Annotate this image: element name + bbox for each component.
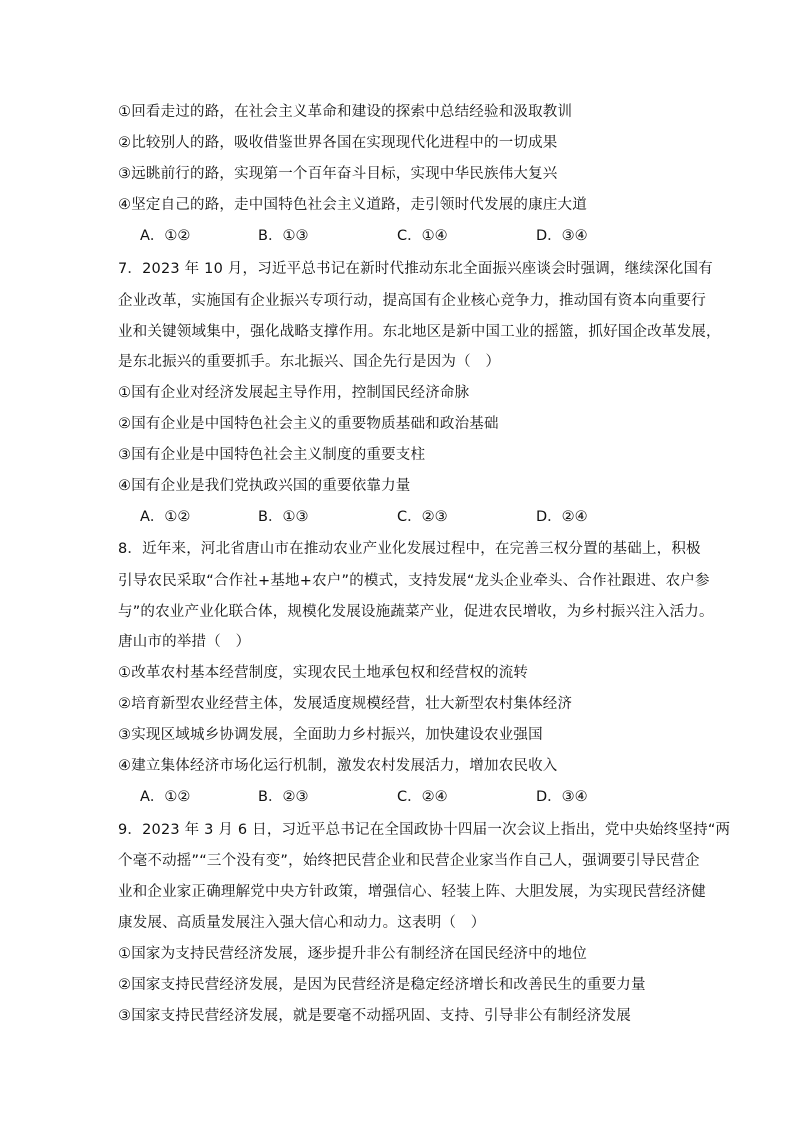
- q7-stem-line-2: 企业改革，实施国有企业振兴专项行动，提高国有企业核心竞争力，推动国有资本向重要行: [118, 293, 706, 309]
- q8-option-c: C．②④: [397, 789, 448, 805]
- q7-stem-line-1: 7．2023 年 10 月，习近平总书记在新时代推动东北全面振兴座谈会时强调，继续深化国有: [118, 261, 713, 277]
- q8-option-b: B．②③: [258, 789, 309, 805]
- q8-item-2: ②培育新型农业经营主体，发展适度规模经营，壮大新型农村集体经济: [118, 696, 573, 712]
- q8-item-1: ①改革农村基本经营制度，实现农民土地承包权和经营权的流转: [118, 665, 529, 681]
- q7-item-1: ①国有企业对经济发展起主导作用，控制国民经济命脉: [118, 385, 470, 401]
- q8-stem-line-4: 唐山市的举措（ ）: [118, 634, 251, 650]
- q7-option-d: D．②④: [536, 509, 588, 525]
- q7-options: [140, 502, 660, 532]
- q7-option-c: C．②③: [397, 509, 448, 525]
- q8-item-4: ④建立集体经济市场化运行机制，激发农村发展活力，增加农民收入: [118, 758, 558, 774]
- q9-item-2: ②国家支持民营经济发展，是因为民营经济是稳定经济增长和改善民生的重要力量: [118, 977, 646, 993]
- q7-stem-line-4: 是东北振兴的重要抓手。东北振兴、国企先行是因为（ ）: [118, 354, 501, 370]
- q7-item-4: ④国有企业是我们党执政兴国的重要依靠力量: [118, 478, 411, 494]
- q6-options: [140, 221, 660, 251]
- q8-item-3: ③实现区域城乡协调发展，全面助力乡村振兴，加快建设农业强国: [118, 727, 543, 743]
- q6-option-a: A．①②: [140, 228, 191, 244]
- q7-option-b: B．①③: [258, 509, 309, 525]
- q8-option-a: A．①②: [140, 789, 191, 805]
- q9-stem-line-1: 9．2023 年 3 月 6 日，习近平总书记在全国政协十四届一次会议上指出，党中央始终坚持“两: [118, 822, 731, 838]
- q6-item-1: ①回看走过的路，在社会主义革命和建设的探索中总结经验和汲取教训: [118, 104, 573, 120]
- q9-item-3: ③国家支持民营经济发展，就是要毫不动摇巩固、支持、引导非公有制经济发展: [118, 1008, 631, 1024]
- q7-stem-line-3: 业和关键领域集中，强化战略支撑作用。东北地区是新中国工业的摇篮，抓好国企改革发展，: [118, 324, 721, 340]
- q9-stem-line-3: 业和企业家正确理解党中央方针政策，增强信心、轻装上阵、大胆发展，为实现民营经济健: [118, 884, 706, 900]
- q6-option-b: B．①③: [258, 228, 309, 244]
- q6-option-c: C．①④: [397, 228, 448, 244]
- q8-stem-line-3: 与”的农业产业化联合体，规模化发展设施蔬菜产业，促进农民增收，为乡村振兴注入活力。: [118, 604, 714, 620]
- q9-stem-line-2: 个毫不动摇”“三个没有变”，始终把民营企业和民营企业家当作自己人，强调要引导民营企: [118, 853, 700, 869]
- q8-option-d: D．③④: [536, 789, 588, 805]
- q6-item-4: ④坚定自己的路，走中国特色社会主义道路，走引领时代发展的康庄大道: [118, 197, 587, 213]
- q9-stem-line-4: 康发展、高质量发展注入强大信心和动力。这表明（ ）: [118, 915, 486, 931]
- q8-stem-line-1: 8．近年来，河北省唐山市在推动农业产业化发展过程中，在完善三权分置的基础上，积极: [118, 541, 701, 557]
- q8-options: [140, 782, 660, 812]
- q7-option-a: A．①②: [140, 509, 191, 525]
- q7-item-2: ②国有企业是中国特色社会主义的重要物质基础和政治基础: [118, 416, 499, 432]
- q8-stem-line-2: 引导农民采取“合作社+基地+农户”的模式，支持发展“龙头企业牵头、合作社跟进、农户参: [118, 573, 710, 589]
- q6-item-2: ②比较别人的路，吸收借鉴世界各国在实现现代化进程中的一切成果: [118, 135, 558, 151]
- q6-item-3: ③远眺前行的路，实现第一个百年奋斗目标，实现中华民族伟大复兴: [118, 166, 558, 182]
- q9-item-1: ①国家为支持民营经济发展，逐步提升非公有制经济在国民经济中的地位: [118, 946, 587, 962]
- q6-option-d: D．③④: [536, 228, 588, 244]
- q7-item-3: ③国有企业是中国特色社会主义制度的重要支柱: [118, 447, 426, 463]
